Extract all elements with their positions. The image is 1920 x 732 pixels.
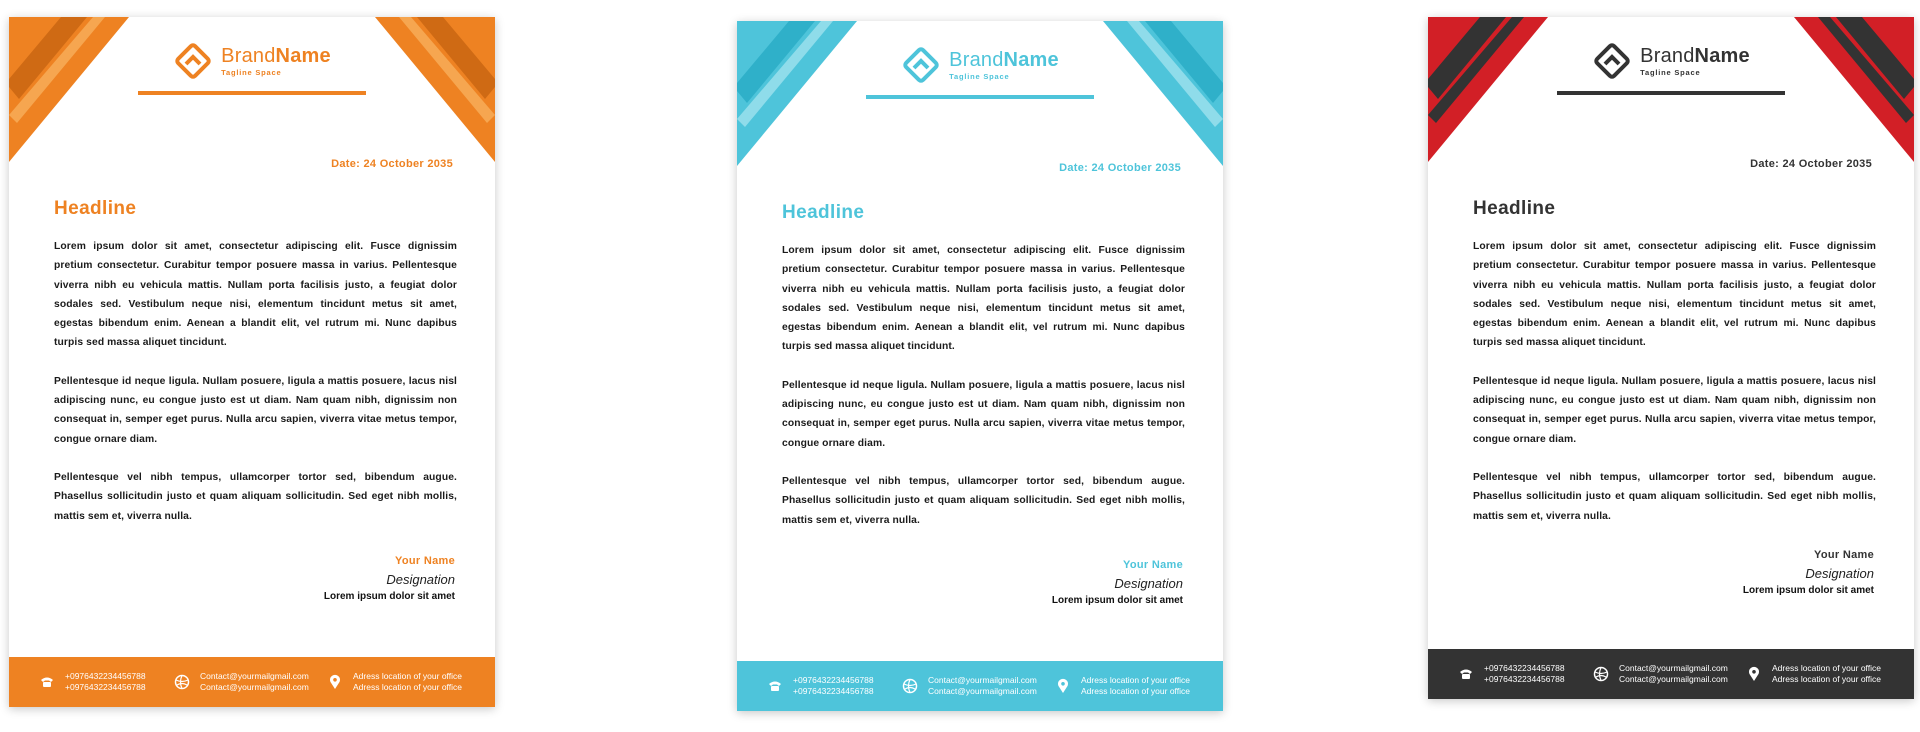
email-2: Contact@yourmailgmail.com <box>200 682 309 692</box>
letterhead-orange <box>9 17 495 707</box>
headline: Headline <box>54 198 137 219</box>
location-pin-icon <box>1055 678 1071 694</box>
footer-email <box>902 675 1037 697</box>
paragraph-2: Pellentesque id neque ligula. Nullam posuere, ligula a mattis posuere, lacus nisl adipiscing nunc, eu congue justo est ut diam. Nam quam nibh, dignissim non consequat in, semper eget purus. Nulla arcu sapien, viverra vitae metus tempor, congue ornare diam. <box>54 375 457 445</box>
brand-mark-icon <box>173 41 213 81</box>
brand-logo <box>1428 41 1914 86</box>
tagline: Tagline Space <box>949 71 1010 81</box>
brand-name-light: Brand <box>221 44 276 67</box>
phone-1: +0976432234456788 <box>1484 663 1565 673</box>
body-text <box>1473 237 1876 545</box>
signer-name: Your Name <box>395 555 455 567</box>
signer-designation: Designation <box>386 572 455 587</box>
brand-logo <box>9 41 495 86</box>
letterhead-red <box>1428 17 1914 699</box>
location-pin-icon <box>327 674 343 690</box>
signer-line: Lorem ipsum dolor sit amet <box>1051 595 1183 606</box>
paragraph-2: Pellentesque id neque ligula. Nullam posuere, ligula a mattis posuere, lacus nisl adipiscing nunc, eu congue justo est ut diam. Nam quam nibh, dignissim non consequat in, semper eget purus. Nulla arcu sapien, viverra vitae metus tempor, congue ornare diam. <box>1473 375 1876 445</box>
date: Date: 24 October 2035 <box>1750 158 1872 170</box>
email-1: Contact@yourmailgmail.com <box>1619 663 1728 673</box>
signer-name: Your Name <box>1123 559 1183 571</box>
footer-phone <box>39 671 146 693</box>
brand-name-light: Brand <box>1640 44 1695 67</box>
address-2: Adress location of your office <box>1081 686 1190 696</box>
signature-block <box>324 555 455 602</box>
signature-block <box>1743 549 1874 596</box>
address-1: Adress location of your office <box>1081 675 1190 685</box>
phone-1: +0976432234456788 <box>793 675 874 685</box>
paragraph-3: Pellentesque vel nibh tempus, ullamcorper tortor sed, bibendum augue. Phasellus sollicitudin justo et quam aliquam sollicitudin. Sed eget nibh mollis, mattis sem et, viverra nulla. <box>782 475 1185 526</box>
footer-email <box>1593 663 1728 685</box>
logo-underline <box>138 91 366 95</box>
signer-designation: Designation <box>1114 576 1183 591</box>
body-text <box>782 241 1185 549</box>
address-1: Adress location of your office <box>1772 663 1881 673</box>
signer-line: Lorem ipsum dolor sit amet <box>1742 585 1874 596</box>
footer-phone <box>767 675 874 697</box>
email-1: Contact@yourmailgmail.com <box>200 671 309 681</box>
brand-name-bold: Name <box>275 44 331 67</box>
brand-mark-icon <box>1592 41 1632 81</box>
logo-underline <box>866 95 1094 99</box>
phone-icon <box>39 674 55 690</box>
paragraph-1: Lorem ipsum dolor sit amet, consectetur adipiscing elit. Fusce dignissim pretium consectetur. Curabitur tempor posuere massa in varius. Pellentesque viverra nibh eu vehicula mattis. Nullam porta facilisis justo, a feugiat dolor sodales sed. Vestibulum neque nisi, elementum tincidunt metus sit amet, egestas bibendum enim. Aenean a blandit elit, vel rutrum mi. Nunc dapibus turpis sed massa aliquet tincidunt. <box>54 241 457 349</box>
tagline: Tagline Space <box>221 67 282 77</box>
footer-bar <box>737 661 1223 711</box>
brand-name-bold: Name <box>1003 48 1059 71</box>
phone-icon <box>1458 666 1474 682</box>
date: Date: 24 October 2035 <box>331 158 453 170</box>
brand-name-bold: Name <box>1694 44 1750 67</box>
signer-designation: Designation <box>1805 566 1874 581</box>
signer-line: Lorem ipsum dolor sit amet <box>323 591 455 602</box>
paragraph-3: Pellentesque vel nibh tempus, ullamcorper tortor sed, bibendum augue. Phasellus sollicitudin justo et quam aliquam sollicitudin. Sed eget nibh mollis, mattis sem et, viverra nulla. <box>54 471 457 522</box>
tagline: Tagline Space <box>1640 67 1701 77</box>
globe-icon <box>902 678 918 694</box>
date: Date: 24 October 2035 <box>1059 162 1181 174</box>
letterhead-cyan <box>737 21 1223 711</box>
globe-icon <box>174 674 190 690</box>
globe-icon <box>1593 666 1609 682</box>
brand-mark-icon <box>901 45 941 85</box>
signature-block <box>1052 559 1183 606</box>
headline: Headline <box>782 202 865 223</box>
phone-1: +0976432234456788 <box>65 671 146 681</box>
footer-bar <box>9 657 495 707</box>
phone-icon <box>767 678 783 694</box>
paragraph-1: Lorem ipsum dolor sit amet, consectetur adipiscing elit. Fusce dignissim pretium consectetur. Curabitur tempor posuere massa in varius. Pellentesque viverra nibh eu vehicula mattis. Nullam porta facilisis justo, a feugiat dolor sodales sed. Vestibulum neque nisi, elementum tincidunt metus sit amet, egestas bibendum enim. Aenean a blandit elit, vel rutrum mi. Nunc dapibus turpis sed massa aliquet tincidunt. <box>1473 241 1876 349</box>
location-pin-icon <box>1746 666 1762 682</box>
logo-underline <box>1557 91 1785 95</box>
footer-address <box>1055 675 1190 697</box>
paragraph-2: Pellentesque id neque ligula. Nullam posuere, ligula a mattis posuere, lacus nisl adipiscing nunc, eu congue justo est ut diam. Nam quam nibh, dignissim non consequat in, semper eget purus. Nulla arcu sapien, viverra vitae metus tempor, congue ornare diam. <box>782 379 1185 449</box>
email-1: Contact@yourmailgmail.com <box>928 675 1037 685</box>
email-2: Contact@yourmailgmail.com <box>1619 674 1728 684</box>
address-2: Adress location of your office <box>353 682 462 692</box>
headline: Headline <box>1473 198 1556 219</box>
address-2: Adress location of your office <box>1772 674 1881 684</box>
brand-logo <box>737 45 1223 90</box>
paragraph-3: Pellentesque vel nibh tempus, ullamcorper tortor sed, bibendum augue. Phasellus sollicitudin justo et quam aliquam sollicitudin. Sed eget nibh mollis, mattis sem et, viverra nulla. <box>1473 471 1876 522</box>
email-2: Contact@yourmailgmail.com <box>928 686 1037 696</box>
address-1: Adress location of your office <box>353 671 462 681</box>
footer-phone <box>1458 663 1565 685</box>
footer-bar <box>1428 649 1914 699</box>
phone-2: +0976432234456788 <box>793 686 874 696</box>
footer-email <box>174 671 309 693</box>
body-text <box>54 237 457 545</box>
footer-address <box>1746 663 1881 685</box>
footer-address <box>327 671 462 693</box>
phone-2: +0976432234456788 <box>1484 674 1565 684</box>
signer-name: Your Name <box>1814 549 1874 561</box>
brand-name-light: Brand <box>949 48 1004 71</box>
phone-2: +0976432234456788 <box>65 682 146 692</box>
paragraph-1: Lorem ipsum dolor sit amet, consectetur adipiscing elit. Fusce dignissim pretium consectetur. Curabitur tempor posuere massa in varius. Pellentesque viverra nibh eu vehicula mattis. Nullam porta facilisis justo, a feugiat dolor sodales sed. Vestibulum neque nisi, elementum tincidunt metus sit amet, egestas bibendum enim. Aenean a blandit elit, vel rutrum mi. Nunc dapibus turpis sed massa aliquet tincidunt. <box>782 245 1185 353</box>
